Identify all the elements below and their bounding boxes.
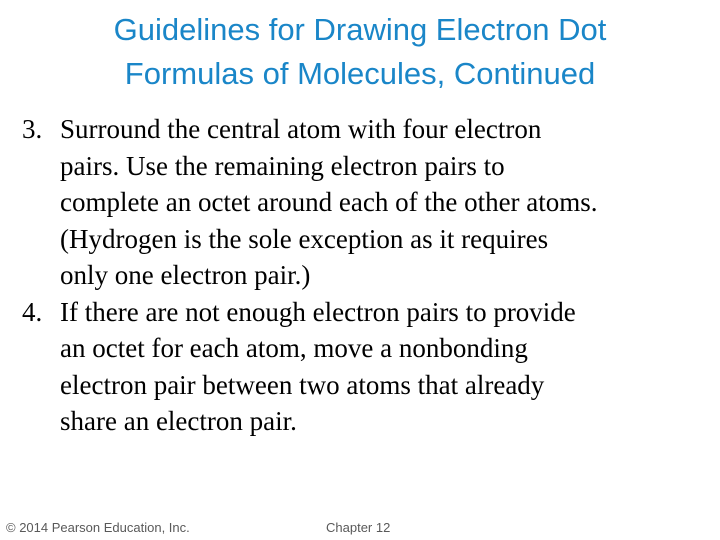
step-text-line: If there are not enough electron pairs to provide xyxy=(60,296,576,327)
step-text-line: complete an octet around each of the other atoms. xyxy=(60,187,598,217)
guideline-step-3 xyxy=(12,111,712,294)
step-text-line: an octet for each atom, move a nonbonding xyxy=(60,333,528,363)
step-text-line: (Hydrogen is the sole exception as it requires xyxy=(60,223,549,254)
step-text-line: share an electron pair. xyxy=(60,406,297,436)
step-number: 3. xyxy=(22,114,43,144)
step-text-line: pairs. Use the remaining electron pairs to xyxy=(60,150,505,181)
footer-chapter: Chapter 12 xyxy=(326,520,391,535)
slide-title-line-1: Guidelines for Drawing Electron Dot xyxy=(113,12,607,47)
step-text-line: only one electron pair.) xyxy=(60,260,311,290)
slide-title xyxy=(30,8,690,96)
step-number: 4. xyxy=(22,296,43,327)
step-text-line: electron pair between two atoms that already xyxy=(60,369,545,400)
step-text-line: Surround the central atom with four electron xyxy=(60,114,542,144)
guideline-list xyxy=(12,111,712,440)
guideline-step-4 xyxy=(12,294,712,440)
footer-copyright: © 2014 Pearson Education, Inc. xyxy=(6,520,190,535)
slide-title-line-2: Formulas of Molecules, Continued xyxy=(124,56,596,91)
